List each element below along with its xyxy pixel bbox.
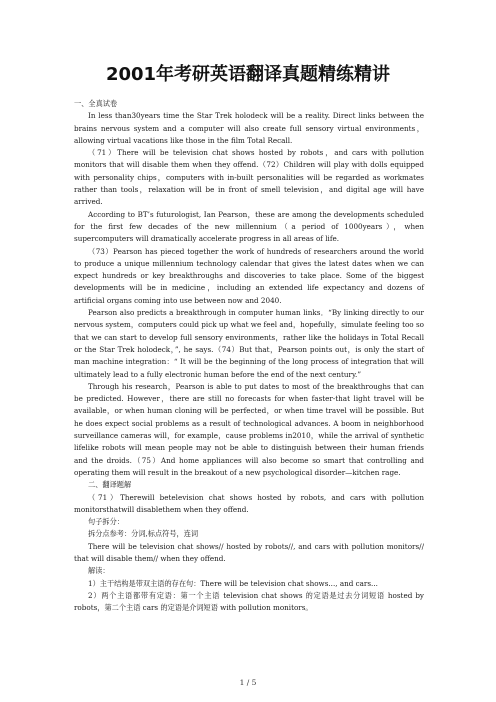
split-result: There will be television chat shows// hosted by robots//, and cars with pollution monitors// that will disable them// when they offend.: [74, 541, 424, 563]
page-number: 1 / 5: [239, 678, 257, 687]
paragraph: In less than30years time the Star Trek holodeck will be a reality. Direct links between the brains nervous system and a computer will also create full sensory virtual environments，allowing virtual vacations like those in the film Total Recall.: [74, 111, 424, 145]
section-heading: 一、全真试卷: [74, 99, 118, 108]
analysis-label: 解读：: [88, 566, 110, 576]
analysis-item: 2）两个主语都带有定语：第一个主语 television chat shows 的定语是过去分词短语 hosted by robots，第二个主语 cars 的定语是介词短语 with pollution monitors。: [74, 590, 424, 613]
section-heading: 二、翻译题解: [88, 480, 132, 490]
paragraph: Through his research，Pearson is able to put dates to most of the breakthroughs that can be predicted. However，there are still no forecasts for when faster-that light travel will be available，or when human cloning will be perfected，or when time travel will be possible. But he does expect social problems as a result of technological advances. A boom in neighborhood surveillance cameras will，for example，cause problems in2010，while the arrival of synthetic lifelike robots will mean people may not be able to distinguish between their human friends and the droids.（75）And home appliances will also become so smart that controlling and operating them will result in the breakout of a new psychological disorder—kitchen rage.: [74, 381, 424, 477]
analysis-item: 1）主干结构是带双主语的存在句：There will be television chat shows..., and cars...: [88, 578, 378, 588]
paragraph: According to BT’s futurologist, Ian Pearson，these are among the developments scheduled for the first few decades of the new millennium（a period of 1000years），when supercomputers will dramatically accelerate progress in all areas of life.: [74, 209, 424, 244]
paragraph: （71）There will be television chat shows hosted by robots，and cars with pollution monitors that will disable them when they offend.（72）Children will play with dolls equipped with personality chips，computers with in-built personalities will be regarded as workmates rather than tools，relaxation will be in front of smell television，and digital age will have arrived.: [74, 148, 424, 207]
paragraph: （73）Pearson has pieced together the work of hundreds of researchers around the world to produce a unique millennium technology calendar that gives the latest dates when we can expect hundreds or key breakthroughs and discoveries to take place. Some of the biggest developments will be in medicine，including an extended life expectancy and dozens of artificial organs coming into use between now and 2040.: [74, 246, 424, 305]
document-title: 2001年考研英语翻译真题精练精讲: [105, 64, 391, 85]
split-points: 拆分点参考：分词,标点符号，连词: [88, 529, 199, 539]
paragraph: Pearson also predicts a breakthrough in computer human links．“By linking directly to our nervous system，computers could pick up what we feel and，hopefully，simulate feeling too so that we can start to develop full sensory environments，rather like the holidays in Total Recall or the Star Trek holodeck，”, he says.（74）But that，Pearson points out，is only the start of man machine integration：“ It will be the beginning of the long process of integration that will ultimately lead to a fully electronic human before the end of the next century.”: [74, 308, 424, 379]
split-label: 句子拆分：: [88, 517, 124, 527]
question-sentence: （71）Therewill betelevision chat shows hosted by robots, and cars with pollution monitorsthatwill disablethem when they offend.: [74, 492, 424, 514]
document-body: [74, 98, 424, 614]
